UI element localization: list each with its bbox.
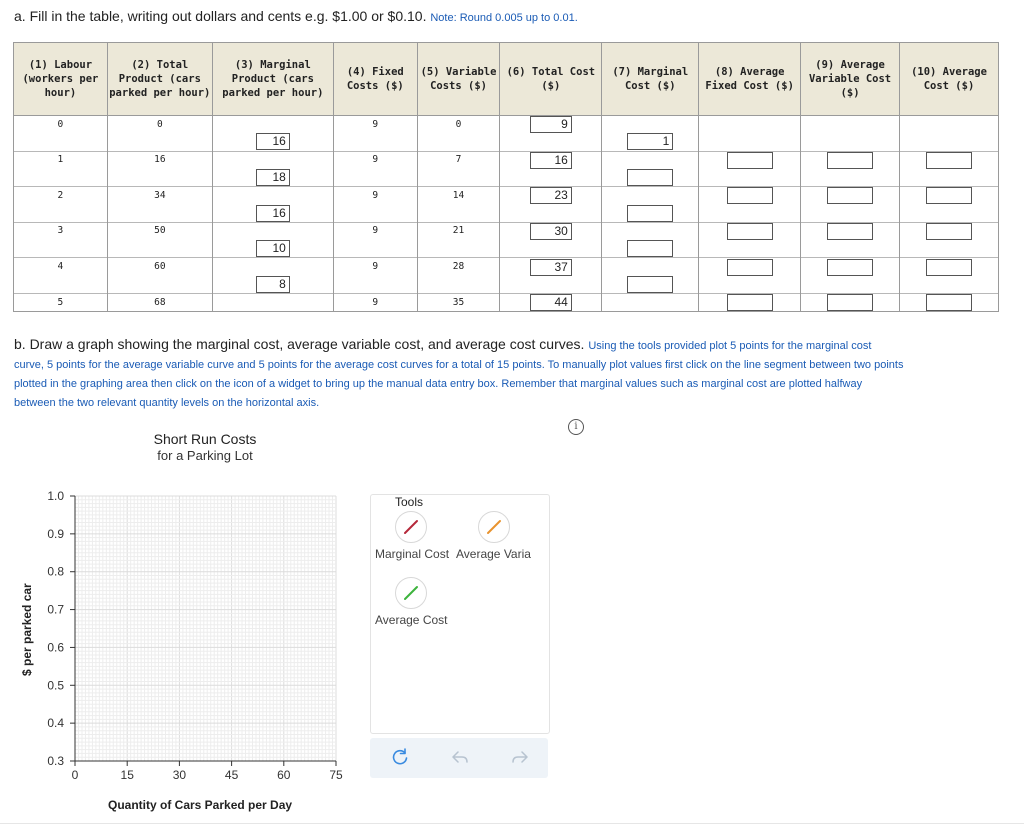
total-product-cell: 34 bbox=[107, 187, 212, 205]
table-row bbox=[14, 222, 999, 240]
x-axis-label: Quantity of Cars Parked per Day bbox=[108, 798, 293, 812]
table-row bbox=[14, 258, 999, 276]
total-product-cell: 16 bbox=[107, 151, 212, 169]
marginal-cost-line-icon bbox=[396, 512, 426, 542]
y-tick-label: 0.8 bbox=[47, 564, 64, 579]
variable-costs-cell: 14 bbox=[417, 187, 500, 205]
average-variable-cost-tool[interactable] bbox=[478, 511, 510, 543]
average-variable-cost-input[interactable] bbox=[827, 223, 873, 240]
average-fixed-cost-input[interactable] bbox=[727, 259, 773, 276]
variable-costs-cell: 0 bbox=[417, 116, 500, 134]
marginal-product-input[interactable]: 10 bbox=[256, 240, 290, 257]
labour-cell: 5 bbox=[14, 293, 108, 311]
variable-costs-cell: 7 bbox=[417, 151, 500, 169]
header-marginal-cost: (7) Marginal Cost ($) bbox=[602, 43, 699, 116]
total-cost-input[interactable]: 30 bbox=[530, 223, 572, 240]
average-cost-swatch bbox=[405, 587, 417, 599]
marginal-cost-tool[interactable] bbox=[395, 511, 427, 543]
cost-table bbox=[13, 42, 999, 312]
total-cost-input[interactable]: 16 bbox=[530, 152, 572, 169]
y-tick-label: 0.3 bbox=[47, 754, 64, 768]
average-variable-cost-input[interactable] bbox=[827, 152, 873, 169]
undo-icon[interactable] bbox=[450, 747, 470, 767]
total-cost-input[interactable]: 9 bbox=[530, 116, 572, 133]
average-cost-input[interactable] bbox=[926, 223, 972, 240]
average-fixed-cost-input[interactable] bbox=[727, 187, 773, 204]
labour-cell: 1 bbox=[14, 151, 108, 169]
x-tick-label: 45 bbox=[224, 768, 239, 782]
total-product-cell: 60 bbox=[107, 258, 212, 276]
total-product-cell: 50 bbox=[107, 222, 212, 240]
graph-title-block bbox=[110, 431, 300, 463]
part-a-text: a. Fill in the table, writing out dollars and cents e.g. $1.00 or $0.10. bbox=[14, 8, 427, 24]
rounding-note: Note: Round 0.005 up to 0.01. bbox=[430, 12, 578, 24]
marginal-cost-input[interactable] bbox=[627, 276, 673, 293]
part-b-prompt bbox=[14, 336, 904, 412]
x-tick-label: 30 bbox=[172, 768, 187, 782]
tools-title: Tools bbox=[395, 495, 424, 509]
reset-icon[interactable] bbox=[390, 747, 410, 767]
table-row bbox=[14, 187, 999, 205]
average-variable-cost-input[interactable] bbox=[827, 294, 873, 311]
table-row bbox=[14, 151, 999, 169]
y-tick-label: 0.5 bbox=[47, 678, 64, 693]
total-cost-input[interactable]: 37 bbox=[530, 259, 572, 276]
marginal-cost-swatch bbox=[405, 521, 417, 533]
table-between-row bbox=[14, 276, 999, 294]
y-tick-label: 0.6 bbox=[47, 640, 64, 655]
fixed-costs-cell: 9 bbox=[333, 293, 417, 311]
action-bar bbox=[370, 738, 548, 778]
total-cost-input[interactable]: 23 bbox=[530, 187, 572, 204]
graph-title: Short Run Costs bbox=[153, 431, 257, 447]
labour-cell: 3 bbox=[14, 222, 108, 240]
part-a-prompt bbox=[14, 8, 578, 24]
fixed-costs-cell: 9 bbox=[333, 258, 417, 276]
fixed-costs-cell: 9 bbox=[333, 222, 417, 240]
labour-cell: 2 bbox=[14, 187, 108, 205]
fixed-costs-cell: 9 bbox=[333, 151, 417, 169]
table-between-row bbox=[14, 240, 999, 258]
table-between-row bbox=[14, 204, 999, 222]
x-tick-label: 75 bbox=[329, 768, 343, 782]
average-cost-input[interactable] bbox=[926, 187, 972, 204]
marginal-cost-input[interactable] bbox=[627, 240, 673, 257]
header-average-fixed-cost: (8) Average Fixed Cost ($) bbox=[699, 43, 801, 116]
marginal-cost-input[interactable] bbox=[627, 169, 673, 186]
average-fixed-cost-input[interactable] bbox=[727, 223, 773, 240]
table-between-row bbox=[14, 133, 999, 151]
table-header-row bbox=[14, 43, 999, 116]
average-variable-cost-tool-label: Average Varia bbox=[456, 547, 531, 561]
x-tick-label: 60 bbox=[277, 768, 291, 782]
header-variable-costs: (5) Variable Costs ($) bbox=[417, 43, 500, 116]
average-variable-cost-line-icon bbox=[479, 512, 509, 542]
y-tick-label: 0.7 bbox=[47, 602, 64, 617]
marginal-cost-input[interactable]: 1 bbox=[627, 133, 673, 150]
graph-instructions: Using the tools provided plot 5 points for the marginal cost curve, 5 points for the average variable curve and 5 points for the average cost curves for a total of 15 points. To manually plot values first click on the line segment between two points plotted in the graphing area then click on the icon of a widget to bring up the manual data entry box. Remember that marginal values such as marginal cost are plotted halfway between the two relevant quantity levels on the horizontal axis. bbox=[14, 340, 904, 409]
header-fixed-costs: (4) Fixed Costs ($) bbox=[333, 43, 417, 116]
table-row bbox=[14, 116, 999, 134]
y-tick-label: 0.4 bbox=[47, 716, 64, 731]
average-fixed-cost-input[interactable] bbox=[727, 152, 773, 169]
header-average-cost: (10) Average Cost ($) bbox=[900, 43, 999, 116]
variable-costs-cell: 35 bbox=[417, 293, 500, 311]
y-axis-label: $ per parked car bbox=[20, 583, 34, 676]
marginal-product-input[interactable]: 16 bbox=[256, 205, 290, 222]
marginal-product-input[interactable]: 8 bbox=[256, 276, 290, 293]
average-cost-tool-label: Average Cost bbox=[375, 613, 448, 627]
table-between-row bbox=[14, 169, 999, 187]
average-cost-tool[interactable] bbox=[395, 577, 427, 609]
average-variable-cost-swatch bbox=[488, 521, 500, 533]
marginal-cost-tool-label: Marginal Cost bbox=[375, 547, 450, 561]
header-average-variable-cost: (9) Average Variable Cost ($) bbox=[801, 43, 900, 116]
y-tick-label: 1.0 bbox=[47, 489, 64, 503]
fixed-costs-cell: 9 bbox=[333, 116, 417, 134]
marginal-product-input[interactable]: 16 bbox=[256, 133, 290, 150]
labour-cell: 0 bbox=[14, 116, 108, 134]
marginal-product-input[interactable]: 18 bbox=[256, 169, 290, 186]
average-cost-input[interactable] bbox=[926, 152, 972, 169]
average-cost-line-icon bbox=[396, 578, 426, 608]
bottom-divider bbox=[0, 823, 1024, 824]
variable-costs-cell: 21 bbox=[417, 222, 500, 240]
marginal-cost-input[interactable] bbox=[627, 205, 673, 222]
redo-icon[interactable] bbox=[510, 747, 530, 767]
header-marginal-product: (3) Marginal Product (cars parked per hour) bbox=[212, 43, 333, 116]
y-tick-label: 0.9 bbox=[47, 526, 64, 541]
average-cost-input[interactable] bbox=[926, 294, 972, 311]
header-labour: (1) Labour (workers per hour) bbox=[14, 43, 108, 116]
header-total-product: (2) Total Product (cars parked per hour) bbox=[107, 43, 212, 116]
graph-subtitle: for a Parking Lot bbox=[157, 448, 253, 463]
x-tick-label: 15 bbox=[120, 768, 134, 782]
total-cost-input[interactable]: 44 bbox=[530, 294, 572, 311]
average-fixed-cost-input[interactable] bbox=[727, 294, 773, 311]
fixed-costs-cell: 9 bbox=[333, 187, 417, 205]
variable-costs-cell: 28 bbox=[417, 258, 500, 276]
header-total-cost: (6) Total Cost ($) bbox=[500, 43, 602, 116]
graph-area[interactable] bbox=[0, 480, 360, 790]
labour-cell: 4 bbox=[14, 258, 108, 276]
average-variable-cost-input[interactable] bbox=[827, 259, 873, 276]
total-product-cell: 0 bbox=[107, 116, 212, 134]
total-product-cell: 68 bbox=[107, 293, 212, 311]
x-tick-label: 0 bbox=[71, 768, 79, 782]
average-variable-cost-input[interactable] bbox=[827, 187, 873, 204]
tools-panel bbox=[370, 494, 550, 734]
average-cost-input[interactable] bbox=[926, 259, 972, 276]
table-row bbox=[14, 293, 999, 311]
part-b-text: b. Draw a graph showing the marginal cost, average variable cost, and average cost curves. bbox=[14, 336, 585, 352]
info-icon[interactable]: i bbox=[568, 419, 584, 435]
